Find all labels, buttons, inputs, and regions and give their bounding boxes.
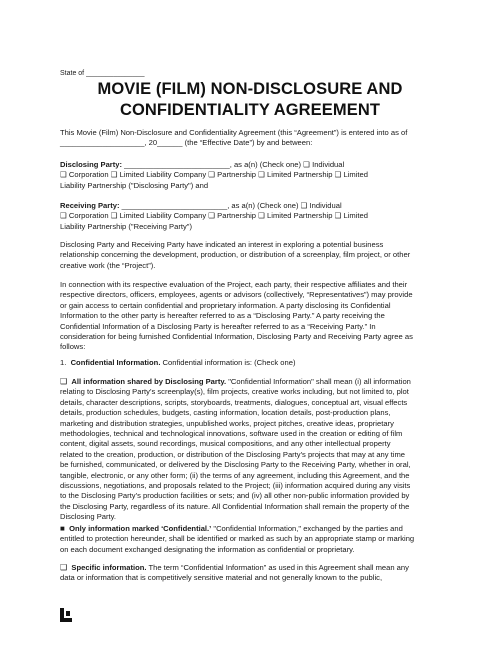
option-line: be furnished, communicated, or delivered by the Disclosing Party to the Receiving Party, whether in oral, [60,460,411,470]
option-text: "Confidential Information," exchanged by the parties and [211,524,403,533]
option-marked-confidential [60,524,455,555]
title-line-1: MOVIE (FILM) NON-DISCLOSURE AND [97,80,403,98]
option-text: "Confidential Information" shall mean (i) all information [226,377,411,386]
option-line: entitled to protection hereunder, shall be identified or marked as such by an appropriate stamp or marking [60,534,415,544]
checkbox-icon[interactable]: ❑ [60,563,68,572]
option-line: details, character descriptions, scripts, storyboards, treatments, dialogues, conceptual art, visual effects [60,397,408,407]
recital-line: creative work (the “Project”). [60,260,156,270]
recital-line: In connection with its respective evaluation of the Project, each party, their respective affiliates and their [60,280,408,289]
option-line: relating to Disclosing Party’s screenplay(s), film projects, creative works including, but not limited to, plot [60,387,409,397]
checkbox-icon[interactable]: ❑ [60,377,68,386]
recital-paragraph-1 [60,240,455,271]
brand-logo-icon [60,608,72,622]
receiving-party-label: Receiving Party: [60,201,120,210]
receiving-party-block [60,201,455,232]
receiving-party-field[interactable]: _________________________, as a(n) (Check one) ❑ Individual [119,201,342,210]
intro-line: This Movie (Film) Non-Disclosure and Confidentiality Agreement (this “Agreement”) is entered into as of [60,128,408,137]
disclosing-party-label: Disclosing Party: [60,160,123,169]
option-heading: Specific information. [71,563,147,572]
section-number: 1. [60,358,67,367]
option-line: tangible, electronic, or any other form; (ii) the terms of any agreement, including this Agreement, and the [60,470,410,480]
recital-line: respective directors, officers, employees, agents or advisors (collectively, “Representatives”) may provide [60,290,413,300]
receiving-entity-options[interactable]: ❑ Corporation ❑ Limited Liability Company ❑ Partnership ❑ Limited Partnership ❑ Limited [60,211,368,221]
intro-paragraph [60,128,455,149]
recital-line: Disclosing Party and Receiving Party have indicated an interest in exploring a potential business [60,240,384,249]
disclosing-entity-options[interactable]: ❑ Corporation ❑ Limited Liability Company ❑ Partnership ❑ Limited Partnership ❑ Limited [60,170,368,180]
checkbox-icon[interactable]: ■ [60,524,65,533]
option-line: Disclosing Party. [60,512,116,522]
option-line: methodologies, technical and technological innovations, software used in the creation or editing of film [60,429,403,439]
section-1-heading [60,358,455,368]
disclosing-entity-options-cont: Liability Partnership ("Disclosing Party") and [60,180,209,190]
option-line: the Disclosing Party, regardless of its nature. All Confidential Information shall remain the property of the [60,501,410,511]
recital-line: follows: [60,342,86,352]
option-text: The term “Confidential Information” as used in this Agreement shall mean any [146,563,409,572]
recital-line: Confidential Information of a Disclosing Party is hereafter referred to as a “Receiving Party.” In [60,321,376,331]
option-line: data or information that is competitively sensitive material and not generally known to the public, [60,573,383,583]
section-heading: Confidential Information. [70,358,161,367]
option-specific-information [60,563,455,584]
option-heading: Only information marked ‘Confidential.’ [69,524,212,533]
option-line: details, production schedules, budgets, casting information, location details, post-production plans, [60,408,391,418]
intro-line: ____________________, 20______ (the “Effective Date”) by and between: [60,138,313,148]
disclosing-party-field[interactable]: _________________________, as a(n) (Check one) ❑ Individual [122,160,345,169]
state-line: State of _______________ [60,70,145,77]
option-line: to the Disclosing Party’s production facilities or sets; and (iv) all other non-public information provided by [60,491,410,501]
option-line: related to the creation, production, or distribution of the Disclosing Party's projects that may at any time [60,449,406,459]
recital-paragraph-2 [60,280,455,353]
option-line: on each document exchanged designating the information as confidential or proprietary. [60,544,355,554]
disclosing-party-block [60,160,455,191]
option-line: content, digital assets, sound recordings, musical compositions, and any other intellectual property [60,439,391,449]
receiving-entity-options-cont: Liability Partnership ("Receiving Party") [60,221,193,231]
section-text: Confidential information is: (Check one) [160,358,296,367]
recital-line: or gain access to certain confidential and proprietary information. A party disclosing its Confidential [60,300,391,310]
option-line: discussions, negotiations, and proposals related to the Project; (iii) information acquired during any visits [60,481,411,491]
option-all-information [60,377,455,523]
recital-line: relationship concerning the development, production, or distribution of a screenplay, film project, or other [60,250,411,260]
recital-line: Information to the other party is hereafter referred to as a “Disclosing Party.” A party receiving the [60,311,385,321]
title-line-2: CONFIDENTIALITY AGREEMENT [119,101,381,119]
option-line: marketing and distribution strategies, unpublished works, project pitches, creative ideas, proprietary [60,418,394,428]
recital-line: consideration for being furnished Confidential Information, Disclosing Party and Receiving Party agree as [60,332,413,342]
option-heading: All information shared by Disclosing Party. [71,377,227,386]
